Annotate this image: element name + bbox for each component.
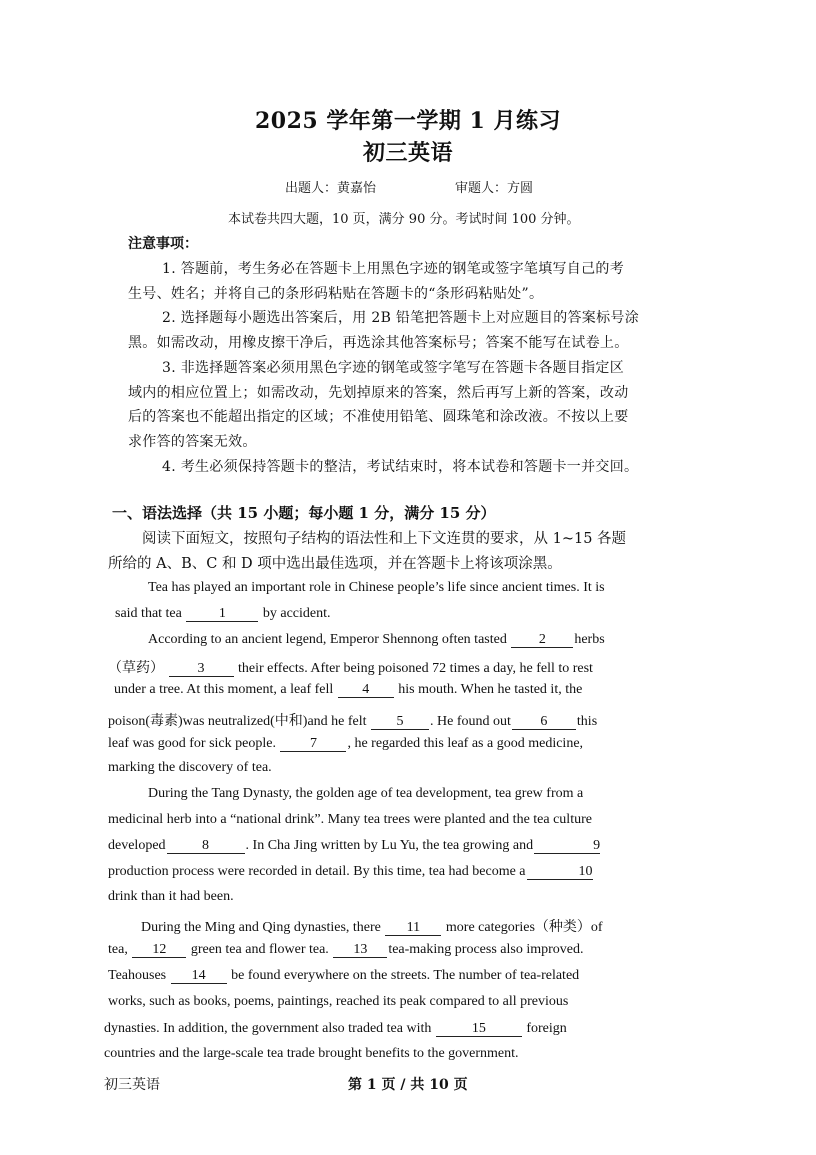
passage-line: Teahouses 14 be found everywhere on the streets. The number of tea-related	[108, 968, 580, 983]
exam-title: 2025 学年第一学期 1 月练习	[254, 108, 562, 134]
notice-line: 黑。如需改动，用橡皮擦干净后，再选涂其他答案标号；答案不能写在试卷上。	[128, 335, 629, 351]
notice-line: 4. 考生必须保持答题卡的整洁，考试结束时，将本试卷和答题卡一并交回。	[162, 459, 639, 475]
answer-blank: 5	[371, 715, 429, 730]
notice-line: 域内的相应位置上；如需改动，先划掉原来的答案，然后再写上新的答案，改动	[128, 385, 629, 401]
exam-subject: 初三英语	[362, 140, 453, 166]
answer-blank: 14	[171, 969, 227, 984]
answer-blank: 7	[280, 737, 346, 752]
notice-heading: 注意事项：	[128, 236, 198, 252]
passage-line: During the Tang Dynasty, the golden age of tea development, tea grew from a	[148, 786, 584, 801]
passage-line: （草药） 3 their effects. After being poisoned 72 times a day, he fell to rest	[108, 661, 593, 676]
answer-blank: 13	[333, 943, 387, 958]
notice-line: 2. 选择题每小题选出答案后，用 2B 铅笔把答题卡上对应题目的答案标号涂	[162, 310, 640, 326]
page-number: 第 1 页 / 共 10 页	[348, 1077, 468, 1093]
passage-line: marking the discovery of tea.	[108, 760, 272, 775]
answer-blank: 9	[534, 839, 600, 854]
notice-line: 生号、姓名；并将自己的条形码粘贴在答题卡的“条形码粘贴处”。	[128, 286, 544, 302]
answer-blank: 3	[169, 662, 234, 677]
passage-line: countries and the large-scale tea trade brought benefits to the government.	[104, 1046, 519, 1061]
notice-line: 3. 非选择题答案必须用黑色字迹的钢笔或签字笔写在答题卡各题目指定区	[162, 360, 625, 376]
reviewer-label: 审题人：方圆	[455, 181, 534, 196]
section-heading: 一、语法选择（共 15 小题；每小题 1 分，满分 15 分）	[112, 504, 496, 522]
passage-line: Tea has played an important role in Chinese people’s life since ancient times. It is	[148, 580, 605, 595]
exam-info: 本试卷共四大题，10 页，满分 90 分。考试时间 100 分钟。	[228, 212, 580, 227]
answer-blank: 2	[511, 633, 573, 648]
answer-blank: 11	[385, 921, 441, 936]
answer-blank: 12	[132, 943, 186, 958]
notice-line: 1. 答题前，考生务必在答题卡上用黑色字迹的钢笔或签字笔填写自己的考	[162, 261, 625, 277]
passage-line: According to an ancient legend, Emperor Shennong often tasted 2 herbs	[148, 632, 605, 647]
notice-line: 后的答案也不能超出指定的区域；不准使用铅笔、圆珠笔和涂改液。不按以上要	[128, 409, 629, 425]
answer-blank: 15	[436, 1022, 522, 1037]
passage-line: poison(毒素)was neutralized(中和)and he felt 5 . He found out 6 this	[108, 714, 598, 729]
passage-line: During the Ming and Qing dynasties, there 11 more categories（种类）of	[141, 920, 603, 935]
answer-blank: 10	[527, 865, 593, 880]
passage-line: dynasties. In addition, the government also traded tea with 15 foreign	[104, 1021, 567, 1036]
footer-subject: 初三英语	[104, 1077, 160, 1093]
passage-line: drink than it had been.	[108, 889, 234, 904]
passage-line: leaf was good for sick people. 7 , he regarded this leaf as a good medicine,	[108, 736, 584, 751]
answer-blank: 6	[512, 715, 576, 730]
passage-line: developed 8 . In Cha Jing written by Lu Yu, the tea growing and 9	[108, 838, 601, 853]
passage-line: works, such as books, poems, paintings, reached its peak compared to all previous	[108, 994, 569, 1009]
passage-line: said that tea 1 by accident.	[115, 606, 331, 621]
passage-line: production process were recorded in detail. By this time, tea had become a 10	[108, 864, 593, 879]
passage-line: under a tree. At this moment, a leaf fell 4 his mouth. When he tasted it, the	[114, 682, 583, 697]
section-instruction: 阅读下面短文，按照句子结构的语法性和上下文连贯的要求，从 1~15 各题	[142, 531, 627, 547]
section-instruction: 所给的 A、B、C 和 D 项中选出最佳选项，并在答题卡上将该项涂黑。	[108, 556, 562, 572]
passage-line: tea, 12 green tea and flower tea. 13 tea-making process also improved.	[108, 942, 584, 957]
answer-blank: 8	[167, 839, 245, 854]
notice-line: 求作答的答案无效。	[128, 434, 257, 450]
answer-blank: 1	[186, 607, 258, 622]
answer-blank: 4	[338, 683, 394, 698]
passage-line: medicinal herb into a “national drink”. Many tea trees were planted and the tea culture	[108, 812, 592, 827]
author-label: 出题人：黄嘉怡	[285, 181, 377, 196]
